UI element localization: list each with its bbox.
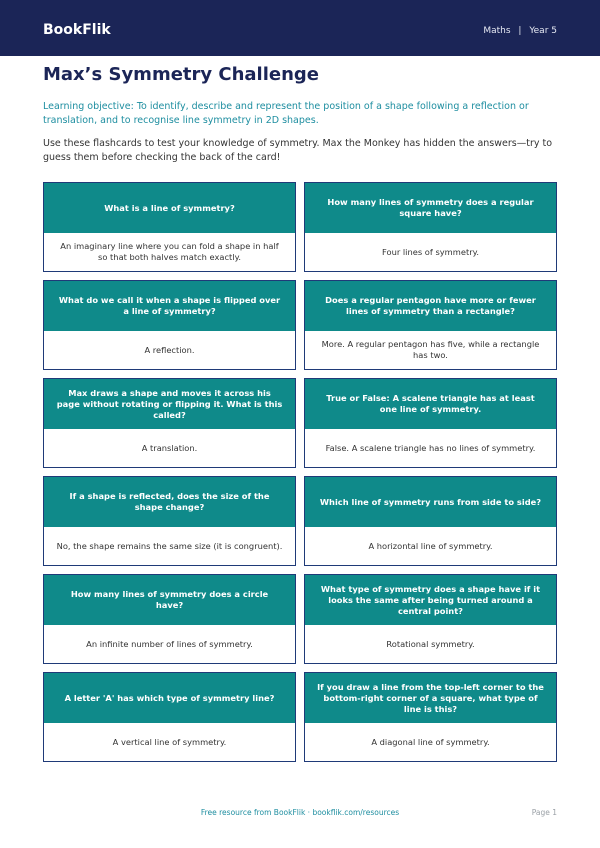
flashcard-question: True or False: A scalene triangle has at least one line of symmetry. — [305, 379, 556, 429]
brand-logo[interactable]: BookFlik — [43, 22, 111, 38]
flashcard-question: If you draw a line from the top-left corner to the bottom-right corner of a square, what type of line is this? — [305, 673, 556, 723]
flashcard-question: A letter 'A' has which type of symmetry line? — [44, 673, 295, 723]
flashcard[interactable] — [304, 378, 557, 468]
subject-label: Maths — [483, 26, 511, 36]
header-bar — [0, 0, 600, 56]
flashcard[interactable] — [304, 574, 557, 664]
footer-text[interactable]: Free resource from BookFlik · bookflik.com/resources — [200, 808, 400, 817]
flashcard[interactable] — [43, 574, 296, 664]
flashcard[interactable] — [43, 182, 296, 272]
flashcard-question: What do we call it when a shape is flipped over a line of symmetry? — [44, 281, 295, 331]
flashcard-answer: No, the shape remains the same size (it is congruent). — [56, 540, 283, 551]
flashcard-answer: Four lines of symmetry. — [382, 246, 479, 257]
flashcard-question: Does a regular pentagon have more or fewer lines of symmetry than a rectangle? — [305, 281, 556, 331]
flashcard-answer: Rotational symmetry. — [386, 638, 475, 649]
flashcard-question: Max draws a shape and moves it across his page without rotating or flipping it. What is this called? — [44, 379, 295, 429]
flashcard[interactable] — [43, 672, 296, 762]
flashcard-question: What type of symmetry does a shape have if it looks the same after being turned around a central point? — [305, 575, 556, 625]
subject-year-label — [483, 26, 557, 36]
intro-text: Use these flashcards to test your knowledge of symmetry. Max the Monkey has hidden the answers—try to guess them before checking the back of the card! — [43, 138, 553, 163]
flashcard[interactable] — [304, 280, 557, 370]
flashcard[interactable] — [304, 476, 557, 566]
page-number: Page 1 — [531, 808, 557, 817]
page-title: Max’s Symmetry Challenge — [43, 64, 320, 85]
flashcard-answer: A horizontal line of symmetry. — [368, 540, 493, 551]
flashcard[interactable] — [43, 476, 296, 566]
flashcard[interactable] — [304, 182, 557, 272]
flashcard-question: If a shape is reflected, does the size of the shape change? — [44, 477, 295, 527]
flashcard[interactable] — [43, 378, 296, 468]
flashcard-grid — [43, 182, 557, 762]
flashcard-answer: False. A scalene triangle has no lines of symmetry. — [325, 442, 536, 453]
flashcard-answer: A translation. — [141, 442, 198, 453]
flashcard-answer: A vertical line of symmetry. — [112, 736, 227, 747]
flashcard-answer: A diagonal line of symmetry. — [371, 736, 490, 747]
flashcard-question: Which line of symmetry runs from side to side? — [305, 477, 556, 527]
flashcard-answer: An imaginary line where you can fold a shape in half so that both halves match exactly. — [60, 241, 279, 262]
flashcard-answer: More. A regular pentagon has five, while a rectangle has two. — [321, 339, 540, 360]
flashcard-answer: An infinite number of lines of symmetry. — [86, 638, 253, 649]
flashcard-question: How many lines of symmetry does a circle have? — [44, 575, 295, 625]
flashcard-question: What is a line of symmetry? — [44, 183, 295, 233]
flashcard[interactable] — [304, 672, 557, 762]
flashcard-answer: A reflection. — [144, 344, 195, 355]
flashcard[interactable] — [43, 280, 296, 370]
learning-objective: Learning objective: To identify, describe and represent the position of a shape following a reflection or translation, and to recognise line symmetry in 2D shapes. — [43, 101, 529, 126]
year-label: Year 5 — [529, 26, 557, 36]
separator: | — [518, 26, 522, 36]
flashcard-question: How many lines of symmetry does a regular square have? — [305, 183, 556, 233]
